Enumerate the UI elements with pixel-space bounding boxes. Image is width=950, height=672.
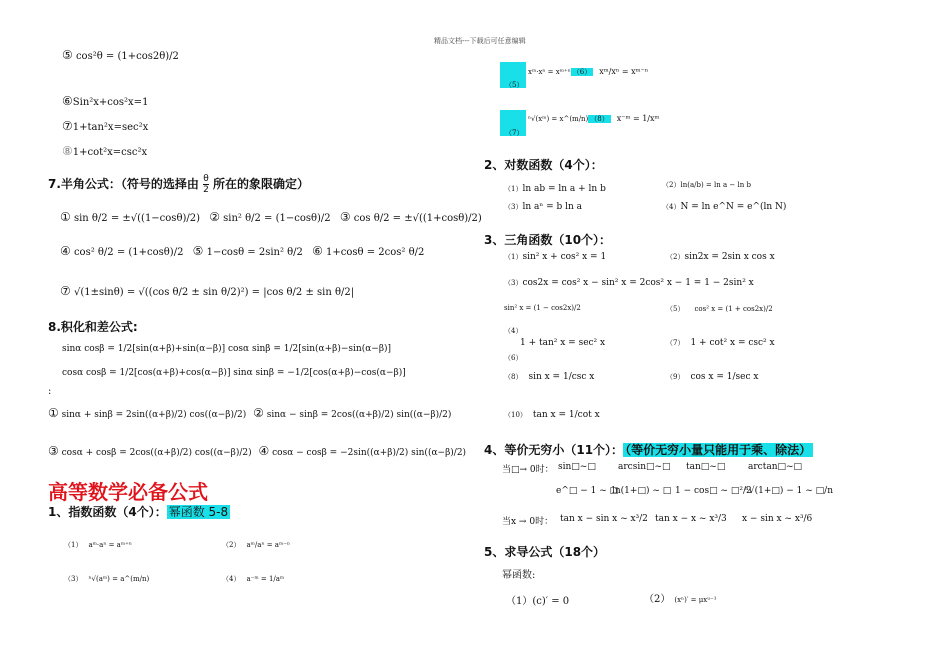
page-header: 精品文档---下载后可任意编辑: [434, 37, 526, 45]
formula-text: cos² θ/2 = (1+cosθ)/2: [73, 247, 184, 258]
formula-text: arcsin□~□: [618, 462, 671, 472]
formula-text: sin2x = 2sin x cos x: [684, 252, 775, 262]
formula-text: cos x = 1/sec x: [690, 372, 759, 382]
formula-text: arctan□~□: [748, 462, 803, 472]
formula-row: （4）N = ln e^N = e^(ln N): [662, 202, 787, 212]
fraction-denominator: 2: [203, 185, 209, 195]
formula-text: xᵐ·xⁿ = xᵐ⁺ⁿ: [528, 68, 571, 76]
formula-text: N = ln e^N = e^(ln N): [680, 202, 787, 212]
formula-text: ln(a/b) = ln a − ln b: [680, 181, 751, 189]
formula-row: （1）ln ab = ln a + ln b: [504, 184, 606, 194]
formula-text: 1 + tan² x = sec² x: [520, 338, 606, 348]
item-number: ⑦: [62, 119, 73, 133]
item-number: （7）: [505, 129, 524, 137]
formula-text: xᵐ/xⁿ = xᵐ⁻ⁿ: [599, 67, 649, 76]
formula-text: ln ab = ln a + ln b: [522, 184, 606, 194]
formula-line: cosα cosβ = 1/2[cos(α+β)+cos(α−β)] sinα sinβ = −1/2[cos(α+β)−cos(α−β)]: [62, 368, 406, 378]
formula-text: tan□~□: [686, 462, 726, 472]
formula-text: 1+tan²x=sec²x: [72, 122, 149, 133]
formula-text: e^□ − 1 ~ □: [556, 486, 619, 496]
formula-text: cos2x = cos² x − sin² x = 2cos² x − 1 = 1 − 2sin² x: [522, 278, 754, 288]
formula-row: （8） sin x = 1/csc x: [504, 372, 595, 382]
formula-text: √(1±sinθ) = √((cos θ/2 ± sin θ/2)²) = |cos θ/2 ± sin θ/2|: [73, 287, 355, 298]
formula-row: （1）sin² x + cos² x = 1: [504, 252, 607, 262]
formula-row: ① sinα + sinβ = 2sin((α+β)/2) cos((α−β)/2) ② sinα − sinβ = 2cos((α+β)/2) sin((α−β)/2): [48, 406, 452, 420]
section-title-4: 4、等价无穷小（11个）： （等价无穷小量只能用于乘、除法）: [484, 443, 812, 457]
formula-text: cosα + cosβ = 2cos((α+β)/2) cos((α−β)/2): [61, 448, 252, 458]
section-title-5: 5、求导公式（18个）: [484, 545, 606, 559]
item-number: （5）: [505, 81, 524, 89]
formula-row: （9） cos x = 1/sec x: [666, 372, 759, 382]
section-title-3: 3、三角函数（10个）：: [484, 233, 612, 247]
formula-row: （2）sin2x = 2sin x cos x: [666, 252, 775, 262]
subsection-label: 幂函数:: [502, 570, 536, 581]
highlight-note: （等价无穷小量只能用于乘、除法）: [625, 443, 812, 457]
section-title-7: 7.半角公式：（符号的选择由 $\frac{\theta}{2}$ 所在的象限确定）: [48, 174, 310, 195]
formula-row: （2） (xⁿ)′ = μxᵘ⁻¹: [644, 594, 717, 605]
highlight-note: 幂函数 5-8: [168, 505, 229, 519]
formula-text: aᵐ·aⁿ = aᵐ⁺ⁿ: [88, 541, 132, 549]
formula-text: a⁻ᵐ = 1/aᵐ: [246, 575, 285, 583]
formula-text: cos² x = (1 + cos2x)/2: [694, 305, 773, 313]
formula-row: [504, 304, 581, 312]
formula-text: sin θ/2 = ±√((1−cosθ)/2): [73, 213, 200, 224]
formula-row: （3）cos2x = cos² x − sin² x = 2cos² x − 1 = 1 − 2sin² x: [504, 278, 754, 288]
section-title-1: 1、指数函数（4个）： 幂函数 5-8: [48, 505, 229, 519]
formula-row: ⑦ √(1±sinθ) = √((cos θ/2 ± sin θ/2)²) = |cos θ/2 ± sin θ/2|: [60, 284, 355, 298]
item-number: ⑤: [62, 48, 73, 62]
formula-row: [528, 114, 659, 124]
item-number: ⑧: [62, 144, 73, 158]
formula-text: ln aⁿ = b ln a: [522, 202, 583, 212]
formula-text: sin² x + cos² x = 1: [522, 252, 607, 262]
formula-row: （2） aᵐ/aⁿ = aᵐ⁻ⁿ: [222, 541, 290, 549]
formula-text: 1 + cot² x = csc² x: [690, 338, 775, 348]
item-number: ⑥: [62, 94, 73, 108]
formula-row: （3）ln aⁿ = b ln a: [504, 202, 583, 212]
formula-row: [504, 338, 605, 348]
section-title-2: 2、对数函数（4个）：: [484, 158, 603, 172]
formula-text: 1+cosθ = 2cos² θ/2: [326, 247, 425, 258]
formula-text: (xⁿ)′ = μxᵘ⁻¹: [674, 596, 717, 604]
formula-row: （1） aᵐ·aⁿ = aᵐ⁺ⁿ: [64, 541, 132, 549]
formula-row: ④ cos² θ/2 = (1+cosθ)/2 ⑤ 1−cosθ = 2sin² θ/2 ⑥ 1+cosθ = 2cos² θ/2: [60, 244, 425, 258]
formula-text: cos θ/2 = ±√((1+cosθ)/2): [353, 213, 482, 224]
label-badge: （8）: [590, 115, 609, 123]
formula-text: sin x = 1/csc x: [528, 372, 595, 382]
main-title: 高等数学必备公式: [48, 480, 208, 504]
formula-row: （3） ⁿ√(aᵐ) = a^(m/n): [64, 575, 150, 583]
formula-text: tan x = 1/cot x: [532, 410, 600, 420]
formula-text: sinα − sinβ = 2cos((α+β)/2) sin((α−β)/2): [266, 410, 452, 420]
formula-text: cosα − cosβ = −2sin((α+β)/2) sin((α−β)/2): [272, 448, 467, 458]
formula-text: sin□~□: [558, 462, 596, 472]
formula-text: ⁿ√(aᵐ) = a^(m/n): [88, 575, 150, 583]
formula-label: 当□→ 0时：: [502, 465, 554, 475]
item-number: （4）: [504, 327, 523, 335]
formula-text: x⁻ᵐ = 1/xᵐ: [616, 114, 660, 123]
formula-text: ⁿ√(xᵐ) = x^(m/n): [528, 115, 589, 123]
formula-text: x − sin x ~ x³/6: [742, 514, 813, 524]
formula-text: aᵐ/aⁿ = aᵐ⁻ⁿ: [246, 541, 290, 549]
formula-text: cos²θ = (1+cos2θ)/2: [75, 51, 179, 62]
formula-text: sin² θ/2 = (1−cosθ)/2: [223, 213, 331, 224]
formula-text: Sin²x+cos²x=1: [72, 97, 149, 108]
separator-colon: :: [48, 386, 52, 397]
formula-text: 1 − cos□ ~ □²/2: [675, 486, 752, 496]
fraction-numerator: θ: [203, 174, 209, 184]
formula-row: ③ cosα + cosβ = 2cos((α+β)/2) cos((α−β)/2) ④ cosα − cosβ = −2sin((α+β)/2) sin((α−β)/2): [48, 444, 467, 458]
formula-row: ① sin θ/2 = ±√((1−cosθ)/2) ② sin² θ/2 = (1−cosθ)/2 ③ cos θ/2 = ±√((1+cosθ)/2): [60, 210, 482, 224]
formula-text: ⁿ√(1+□) − 1 ~ □/n: [745, 486, 834, 496]
formula-row: （2）ln(a/b) = ln a − ln b: [662, 181, 751, 189]
formula-row: （5） cos² x = (1 + cos2x)/2: [666, 305, 773, 313]
formula-label: 当x → 0时：: [502, 517, 554, 527]
formula-text: tan x − x ~ x³/3: [655, 514, 727, 524]
formula-row: （10） tan x = 1/cot x: [504, 410, 600, 420]
formula-item: [62, 119, 148, 133]
formula-text: 1+cot²x=csc²x: [72, 147, 148, 158]
formula-text: sin² x = (1 − cos2x)/2: [504, 304, 581, 312]
formula-line: sinα cosβ = 1/2[sin(α+β)+sin(α−β)] cosα sinβ = 1/2[sin(α+β)−sin(α−β)]: [62, 344, 392, 354]
formula-row: [528, 67, 648, 77]
formula-text: (c)′ = 0: [532, 596, 570, 607]
formula-row: （7） 1 + cot² x = csc² x: [666, 338, 775, 348]
label-badge: （6）: [572, 68, 592, 76]
formula-item: [62, 94, 148, 108]
formula-text: 1−cosθ = 2sin² θ/2: [206, 247, 303, 258]
formula-item: [62, 144, 147, 158]
formula-row: （4） a⁻ᵐ = 1/aᵐ: [222, 575, 285, 583]
formula-item: [62, 48, 179, 62]
formula-text: ln(1+□) ~ □: [612, 486, 672, 496]
formula-text: tan x − sin x ~ x³/2: [560, 514, 648, 524]
item-number: （6）: [504, 354, 523, 362]
formula-row: （1）(c)′ = 0: [506, 596, 570, 607]
formula-text: sinα + sinβ = 2sin((α+β)/2) cos((α−β)/2): [61, 410, 247, 420]
section-title-8: 8.积化和差公式:: [48, 320, 138, 334]
